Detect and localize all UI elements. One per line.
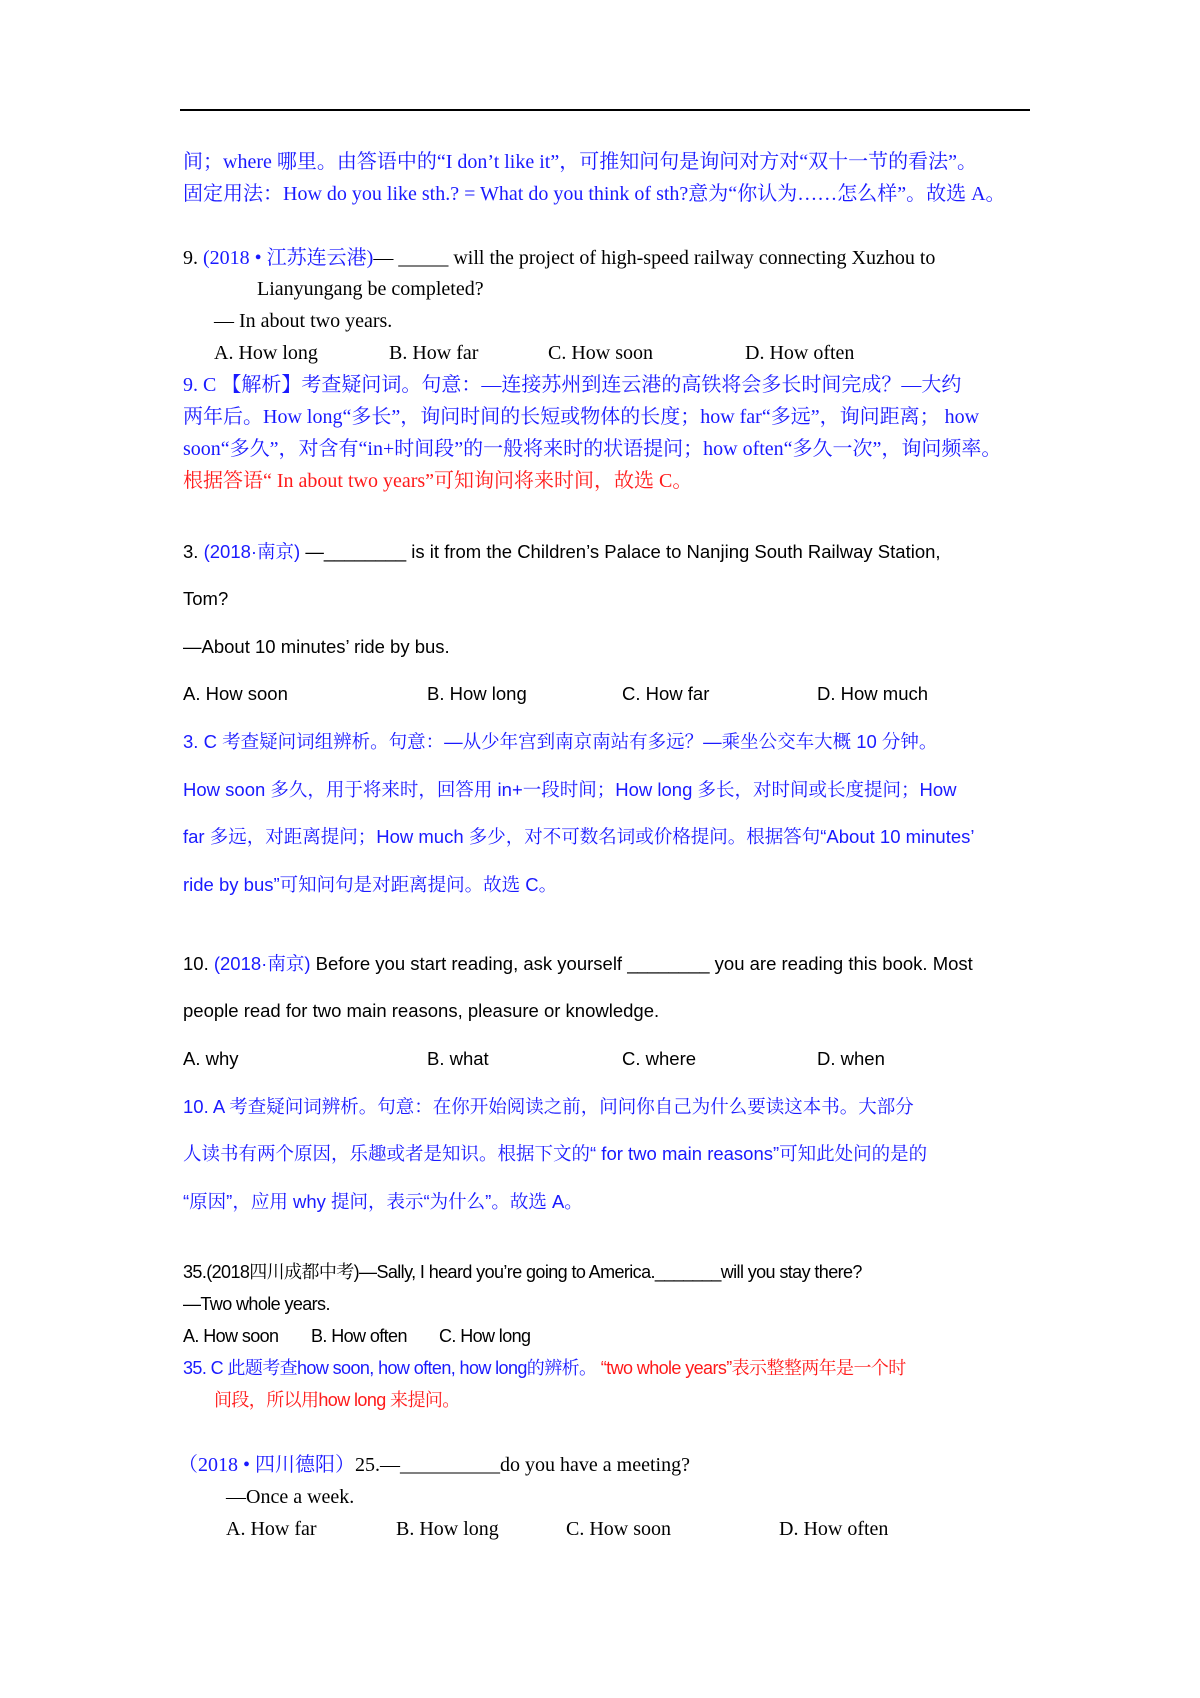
q9-stem-line-1 bbox=[183, 244, 935, 272]
q3-option-d: D. How much bbox=[817, 683, 929, 704]
q35-explanation-blue: 35. C 此题考查how soon, how often, how long的辨析。 bbox=[183, 1358, 597, 1378]
q3-explanation-line-1: 3. C 考查疑问词组辨析。句意：—从少年宫到南京南站有多远？—乘坐公交车大概 10 分钟。 bbox=[183, 731, 938, 752]
q25-option-d: D. How often bbox=[779, 1518, 889, 1540]
q10-explanation-line-2: 人读书有两个原因，乐趣或者是知识。根据下文的“ for two main reasons”可知此处问的是的 bbox=[183, 1143, 928, 1164]
prev-explanation-line-2: 固定用法：How do you like sth.? = What do you think of sth?意为“你认为……怎么样”。故选 A。 bbox=[183, 183, 1006, 205]
q10-option-c: C. where bbox=[622, 1048, 697, 1069]
q9-option-c: C. How soon bbox=[548, 342, 654, 364]
header-rule bbox=[180, 109, 1030, 111]
q25-option-b: B. How long bbox=[396, 1518, 499, 1540]
q10-explanation-line-1: 10. A 考查疑问词辨析。句意：在你开始阅读之前，问问你自己为什么要读这本书。大部分 bbox=[183, 1096, 914, 1117]
q35-explanation-line-2: 间段，所以用how long 来提问。 bbox=[214, 1390, 460, 1410]
q3-option-a: A. How soon bbox=[183, 683, 288, 704]
q3-answer-line: —About 10 minutes’ ride by bus. bbox=[183, 636, 450, 657]
q3-stem-text-1: —________ is it from the Children’s Palace to Nanjing South Railway Station, bbox=[305, 541, 941, 562]
q25-answer-line: —Once a week. bbox=[226, 1486, 355, 1508]
q25-option-c: C. How soon bbox=[566, 1518, 672, 1540]
q3-explanation-line-4: ride by bus”可知问句是对距离提问。故选 C。 bbox=[183, 874, 558, 895]
q25-option-a: A. How far bbox=[226, 1518, 317, 1540]
q9-explanation-line-4: 根据答语“ In about two years”可知询问将来时间，故选 C。 bbox=[183, 470, 693, 492]
q9-explanation-line-1: 9. C 【解析】考查疑问词。句意：—连接苏州到连云港的高铁将会多长时间完成？—大约 bbox=[183, 374, 962, 396]
q10-option-d: D. when bbox=[817, 1048, 885, 1069]
q9-option-d: D. How often bbox=[745, 342, 855, 364]
q9-explanation-line-3: soon“多久”，对含有“in+时间段”的一般将来时的状语提问；how often“多久一次”，询问频率。 bbox=[183, 438, 1002, 460]
q10-option-a: A. why bbox=[183, 1048, 239, 1069]
q10-stem-line-1 bbox=[183, 950, 973, 978]
q35-option-c: C. How long bbox=[439, 1326, 531, 1346]
q3-option-b: B. How long bbox=[427, 683, 527, 704]
q3-option-c: C. How far bbox=[622, 683, 710, 704]
q10-stem-line-2: people read for two main reasons, pleasure or knowledge. bbox=[183, 1000, 660, 1021]
q9-stem-text-1: — _____ will the project of high-speed railway connecting Xuzhou to bbox=[373, 247, 936, 269]
q3-stem-line-2: Tom? bbox=[183, 588, 229, 609]
q25-source: （2018 • 四川德阳） bbox=[178, 1454, 356, 1476]
q9-source: (2018 • 江苏连云港) bbox=[203, 247, 374, 269]
q10-option-b: B. what bbox=[427, 1048, 489, 1069]
q3-explanation-line-2: How soon 多久，用于将来时，回答用 in+一段时间；How long 多长，对时间或长度提问；How bbox=[183, 779, 957, 800]
q9-number: 9. bbox=[183, 247, 198, 269]
q9-option-b: B. How far bbox=[389, 342, 479, 364]
q10-source: (2018·南京) bbox=[213, 953, 311, 974]
q35-option-a: A. How soon bbox=[183, 1326, 279, 1346]
q10-number: 10. bbox=[183, 953, 209, 974]
q25-stem-text: 25.—__________do you have a meeting? bbox=[355, 1454, 690, 1476]
q35-option-b: B. How often bbox=[311, 1326, 407, 1346]
q9-explanation-line-2: 两年后。How long“多长”，询问时间的长短或物体的长度；how far“多远”，询问距离； how bbox=[183, 406, 980, 428]
q9-option-a: A. How long bbox=[214, 342, 318, 364]
q35-explanation-red: “two whole years”表示整整两年是一个时 bbox=[596, 1358, 906, 1378]
q25-stem-line bbox=[178, 1451, 690, 1479]
q35-stem-line-1: 35.(2018四川成都中考)—Sally, I heard you’re going to America._______will you stay there? bbox=[183, 1262, 862, 1282]
prev-explanation-line-1: 间；where 哪里。由答语中的“I don’t like it”，可推知问句是询问对方对“双十一节的看法”。 bbox=[183, 151, 977, 173]
q3-number: 3. bbox=[183, 541, 199, 562]
q3-source: (2018·南京) bbox=[203, 541, 301, 562]
q3-explanation-line-3: far 多远，对距离提问；How much 多少，对不可数名词或价格提问。根据答句“About 10 minutes’ bbox=[183, 826, 975, 847]
q35-answer-line: —Two whole years. bbox=[183, 1294, 330, 1314]
q10-stem-text-1: Before you start reading, ask yourself ________ you are reading this book. Most bbox=[315, 953, 973, 974]
q35-explanation-line-1 bbox=[183, 1354, 906, 1382]
q9-answer-line: — In about two years. bbox=[214, 310, 393, 332]
q10-explanation-line-3: “原因”，应用 why 提问，表示“为什么”。故选 A。 bbox=[183, 1191, 583, 1212]
q3-stem-line-1 bbox=[183, 538, 941, 566]
q9-stem-line-2: Lianyungang be completed? bbox=[257, 278, 484, 300]
